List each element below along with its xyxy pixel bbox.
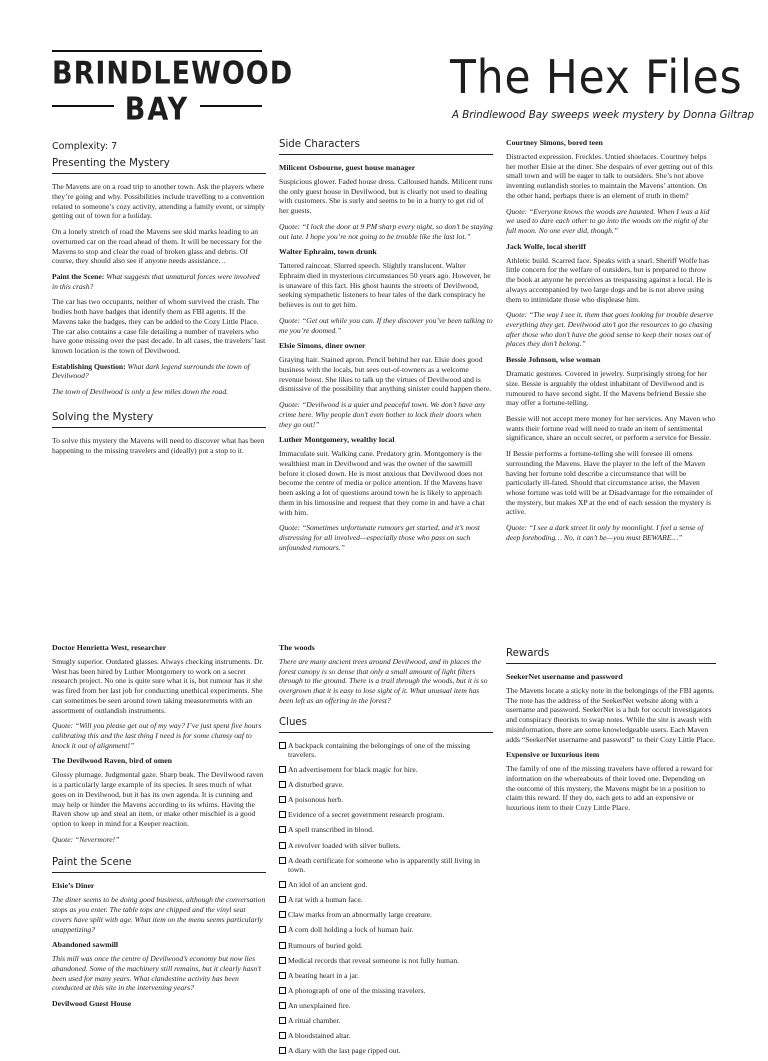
logo-line-1: BRINDLEWOOD <box>52 55 294 92</box>
character-name: Jack Wolfe, local sheriff <box>506 241 586 251</box>
clue-text: A spell transcribed in blood. <box>288 825 374 835</box>
clue-checkbox[interactable] <box>279 742 286 749</box>
character-description: Smugly superior. Outdated glasses. Always checking instruments. Dr. West has been hired by Luther Montgomery to work on a secret research project. No one is quite sure what it is, but rumour has it she was fired from her last job for conducting unethical experiments. She can sometimes be seen around town taking measurements with an assortment of outlandish instruments. <box>52 656 264 715</box>
column-2 <box>279 138 493 558</box>
clue-item <box>279 765 493 774</box>
character-quote: Quote: “Everyone knows the woods are haunted. When I was a kid we used to dare each other to go into the woods on the night of the full moon. No one ever did, though.” <box>506 206 710 235</box>
character-quote: Quote: “I see a dark street lit only by moonlight. I feel a sense of deep foreboding… No, it can’t be—you must BEWARE…” <box>506 523 704 542</box>
presenting-paragraph-2: On a lonely stretch of road the Mavens see skid marks leading to an overturned car on the road ahead of them. It will be necessary for the Mavens to stop and clear the road of broken glass and debris. Of course, they should also see if anyone needs assistance… <box>52 227 262 266</box>
location-name: The woods <box>279 643 315 652</box>
clues-list <box>279 741 493 1056</box>
clue-item <box>279 1031 493 1040</box>
brindlewood-bay-logo <box>52 50 294 128</box>
establishing-question-answer: The town of Devilwood is only a few miles down the road. <box>52 387 229 397</box>
clue-text: A beating heart in a jar. <box>288 970 359 980</box>
character-quote: Quote: “The way I see it, them that goes looking for trouble deserve everything they get. Devilwood ain’t got the resources to go chasing after those who don’t have the good sense to keep their noses out of places they don’t belong.” <box>506 310 714 349</box>
clue-checkbox[interactable] <box>279 896 286 903</box>
character-quote: Quote: “Devilwood is a quiet and peaceful town. We don’t have any crime here. Why people don’t even bother to lock their doors when they go out!” <box>279 400 486 429</box>
clue-text: A diary with the last page ripped out. <box>288 1046 401 1056</box>
clue-item <box>279 956 493 965</box>
logo-line-2-row <box>52 91 262 128</box>
clue-text: A photograph of one of the missing travelers. <box>288 985 426 995</box>
complexity-rating: Complexity: 7 <box>52 141 118 152</box>
character-description: Tattered raincoat. Slurred speech. Slightly translucent. Walter Ephraim died in mysterious circumstances 50 years ago. However, he is unaware of this fact. His ghost haunts the streets of Devilwood, seeking sympathetic listeners to hear tales of the dark conspiracy he believes is out to get him. <box>279 261 491 310</box>
clue-checkbox[interactable] <box>279 942 286 949</box>
character-name: Bessie Johnson, wise woman <box>506 355 601 365</box>
column-3 <box>506 138 716 549</box>
character-quote: Quote: “Sometimes unfortunate rumours get started, and it’s most distressing for all involved—especially those who pass on such unfounded rumours.” <box>279 523 480 552</box>
clue-text: An unexplained fire. <box>288 1000 351 1010</box>
presenting-paragraph-1: The Mavens are on a road trip to another town. Ask the players where they’re going and why. Possibilities include travelling to a convention related to someone’s cozy activity, attending a family event, or simply getting out of town for a holiday. <box>52 182 265 221</box>
clue-item <box>279 795 493 804</box>
paint-the-scene-label: Paint the Scene: <box>52 271 105 281</box>
character-description: Bessie will not accept mere money for her services. Any Maven who wants their fortune read will need to trade an item of sentimental significance, share an occult secret, or perform a service for Bessie. <box>506 414 716 443</box>
rewards-heading: Rewards <box>506 647 716 664</box>
clue-text: Rumours of buried gold. <box>288 940 363 950</box>
clue-checkbox[interactable] <box>279 926 286 933</box>
clue-checkbox[interactable] <box>279 842 286 849</box>
byline: A Brindlewood Bay sweeps week mystery by Donna Giltrap <box>452 110 755 121</box>
character-description: Suspicious glower. Faded house dress. Calloused hands. Milicent runs the only guest house in Devilwood, but is clearly not used to dealing with customers. She is surly and seems to be in a hurry to get rid of her guests. <box>279 177 493 216</box>
paint-the-scene-heading: Paint the Scene <box>52 856 266 873</box>
clue-checkbox[interactable] <box>279 1032 286 1039</box>
character-quote: Quote: “Nevermore!” <box>52 834 120 844</box>
character-quote: Quote: “I lock the door at 9 PM sharp every night, so don’t be staying out late. I hope you’re not going to be trouble like the last lot.” <box>279 221 493 241</box>
character-description: Dramatic gestures. Covered in jewelry. Surprisingly strong for her size. Bessie is arguably the oldest inhabitant of Devilwood and is rumoured to have second sight. If the Mavens befriend Bessie she may offer a fortune-telling. <box>506 369 708 408</box>
clue-checkbox[interactable] <box>279 972 286 979</box>
clue-item <box>279 825 493 834</box>
character-name: The Devilwood Raven, bird of omen <box>52 756 172 766</box>
clue-item <box>279 1001 493 1010</box>
logo-top-rule <box>52 50 262 52</box>
character-name: Walter Ephraim, town drunk <box>279 247 377 257</box>
location-name: Devilwood Guest House <box>52 999 132 1009</box>
column-1 <box>52 141 266 461</box>
clue-checkbox[interactable] <box>279 811 286 818</box>
clue-item <box>279 780 493 789</box>
clues-heading: Clues <box>279 716 493 733</box>
character-description: Athletic build. Scarred face. Speaks with a snarl. Sheriff Wolfe has little concern for the welfare of outsiders, but is prepared to throw the book at anyone he perceives as trespassing against a local. He is always accompanied by two large dogs and he is not above using them to intimidate those who displease him. <box>506 255 713 304</box>
clue-text: Claw marks from an abnormally large creature. <box>288 910 432 920</box>
location-description: The diner seems to be doing good business, although the conversation stops as you enter. The table tops are chipped and the vinyl seat covers have split with age. What item on the menu seems particularly unappetizing? <box>52 895 266 934</box>
clue-text: A bloodstained altar. <box>288 1030 351 1040</box>
character-name: Elsie Simons, diner owner <box>279 341 366 351</box>
clue-checkbox[interactable] <box>279 911 286 918</box>
side-characters-heading: Side Characters <box>279 138 493 155</box>
clue-item <box>279 971 493 980</box>
paint-the-scene-prompt <box>52 272 266 291</box>
clue-text: A revolver loaded with silver bullets. <box>288 840 401 850</box>
clue-item <box>279 986 493 995</box>
column-6 <box>506 647 716 819</box>
clue-checkbox[interactable] <box>279 1002 286 1009</box>
clue-checkbox[interactable] <box>279 1047 286 1054</box>
presenting-mystery-heading: Presenting the Mystery <box>52 157 266 174</box>
column-5 <box>279 643 493 1061</box>
presenting-paragraph-3: The car has two occupants, neither of whom survived the crash. The bodies both have badges that identify them as FBI agents. If the Mavens take the badges, they can be added to the Cozy Little Place. The car also contains a case file detailing a number of travelers who have gone missing over the past decade. In all cases, the travelers’ last known location is the town of Devilwood. <box>52 297 266 355</box>
clue-text: A corn doll holding a lock of human hair. <box>288 925 414 935</box>
clue-text: A ritual chamber. <box>288 1015 341 1025</box>
clue-item <box>279 1046 493 1055</box>
solving-paragraph: To solve this mystery the Mavens will need to discover what has been happening to the missing travelers and (ideally) put a stop to it. <box>52 435 265 455</box>
reward-description: The Mavens locate a sticky note in the belongings of the FBI agents. The note has the address of the SeekerNet website along with a username and password. SeekerNet is a hub for occult investigators and conspiracy theorists to swap notes. While the site is awash with misinformation, there are some knowledgeable users. Each Maven adds “SeekerNet username and password” to their Cozy Little Place. <box>506 686 715 744</box>
reward-name: SeekerNet username and password <box>506 672 623 682</box>
clue-checkbox[interactable] <box>279 796 286 803</box>
character-description: Glossy plumage. Judgmental gaze. Sharp beak. The Devilwood raven is a particularly large example of its species. It sees much of what goes on in Devilwood, but it has its own agenda. It is cunning and may help or hinder the Mavens according to its whims. Having the Raven show up and steal an item, or make other mischief is a good option to keep in mind for a Keeper reaction. <box>52 770 264 828</box>
clue-item <box>279 925 493 934</box>
clue-text: A disturbed grave. <box>288 780 344 790</box>
logo-line-2: BAY <box>124 91 190 128</box>
solving-mystery-heading: Solving the Mystery <box>52 411 266 428</box>
clue-item <box>279 841 493 850</box>
character-name: Milicent Osbourne, guest house manager <box>279 163 416 173</box>
clue-checkbox[interactable] <box>279 766 286 773</box>
page-title: The Hex Files <box>450 50 743 104</box>
clue-checkbox[interactable] <box>279 987 286 994</box>
clue-item <box>279 941 493 950</box>
location-name: Abandoned sawmill <box>52 940 119 950</box>
clue-text: A rat with a human face. <box>288 895 363 905</box>
clue-text: Medical records that reveal someone is not fully human. <box>288 955 460 965</box>
character-name: Courtney Simons, bored teen <box>506 138 603 147</box>
character-name: Luther Montgomery, wealthy local <box>279 435 395 445</box>
character-description: Graying hair. Stained apron. Pencil behind her ear. Elsie does good business with the locals, but sees out-of-towners as a welcome revenue boost. She likes to talk up the virtues of Devilwood and is dismissive of the possibility that anything sinister could happen there. <box>279 355 492 394</box>
clue-checkbox[interactable] <box>279 957 286 964</box>
clue-checkbox[interactable] <box>279 781 286 788</box>
clue-item <box>279 810 493 819</box>
paint-the-scene-text: What suggests that unnatural forces were involved in this crash? <box>52 271 260 291</box>
clue-item <box>279 856 493 875</box>
clue-item <box>279 910 493 919</box>
clue-text: A backpack containing the belongings of one of the missing travelers. <box>288 740 471 760</box>
reward-name: Expensive or luxurious item <box>506 750 600 760</box>
clue-checkbox[interactable] <box>279 1017 286 1024</box>
character-description: Immaculate suit. Walking cane. Predatory grin. Montgomery is the wealthiest man in Devilwood and was the owner of the sawmill before it closed down. He is most anxious that Devilwood does not become the centre of media or police attention. If the Mavens have been asking a lot of questions around town he is likely to approach them in his limousine and request that they come in and have a chat with him. <box>279 449 485 517</box>
clue-text: Evidence of a secret government research program. <box>288 810 445 820</box>
clue-text: A poisonous herb. <box>288 795 344 805</box>
clue-text: A death certificate for someone who is apparently still living in town. <box>288 855 480 875</box>
column-4 <box>52 643 266 1013</box>
character-description: Distracted expression. Freckles. Untied shoelaces. Courtney helps her mother Elsie at the diner. She despairs of ever getting out of this small town and will be eager to talk to outsiders. She’s not above inventing outlandish stories to maintain the Mavens’ attention. On the other hand, perhaps there is an element of truth in them? <box>506 151 713 200</box>
character-quote: Quote: “Will you please get out of my way? I’ve just spent five hours calibrating this and the last thing I need is for some clumsy oaf to knock it out of alignment!” <box>52 721 262 750</box>
location-name: Elsie’s Diner <box>52 881 95 891</box>
clue-text: An idol of an ancient god. <box>288 880 368 890</box>
clue-checkbox[interactable] <box>279 857 286 864</box>
clue-item <box>279 895 493 904</box>
logo-right-rule <box>200 105 262 107</box>
character-description: If Bessie performs a fortune-telling she will foresee ill omens surrounding the Mavens. Have the player to the left of the Maven having her fortune told describe a circumstance that will be particularly ill-fated. Should that circumstance arise, the Maven whose fortune was told will be at Disadvantage for the remainder of the mystery, but makes XP at the end of each session the mystery is active. <box>506 449 713 517</box>
clue-text: An advertisement for black magic for hire. <box>288 765 418 775</box>
establishing-question-text: What dark legend surrounds the town of Devilwood? <box>52 361 250 381</box>
clue-item <box>279 741 493 760</box>
reward-description: The family of one of the missing travelers have offered a reward for information on the whereabouts of their loved one. Depending on the outcome of this mystery, the Mavens might be in a position to claim this reward. If they do, each gets to add an expensive or luxurious item to their Cozy Little Place. <box>506 764 713 813</box>
establishing-question <box>52 362 266 381</box>
character-quote: Quote: “Get out while you can. If they discover you’ve been talking to me you’re doomed.” <box>279 315 493 335</box>
character-name: Doctor Henrietta West, researcher <box>52 643 167 652</box>
establishing-question-label: Establishing Question: <box>52 361 126 371</box>
clue-checkbox[interactable] <box>279 826 286 833</box>
clue-checkbox[interactable] <box>279 881 286 888</box>
clue-item <box>279 880 493 889</box>
location-description: There are many ancient trees around Devilwood, and in places the forest canopy is so dense that only a small amount of light filters through to the ground. There is a trail through the woods, but it is so overgrown that it is easy to lose sight of it. What unusual item has been left as an offering in the forest? <box>279 656 488 705</box>
location-description: This mill was once the centre of Devilwood’s economy but now lies abandoned. Some of the machinery still remains, but it clearly hasn’t been used for many years. What clandestine activity has been conducted at this site in the intervening years? <box>52 954 261 993</box>
